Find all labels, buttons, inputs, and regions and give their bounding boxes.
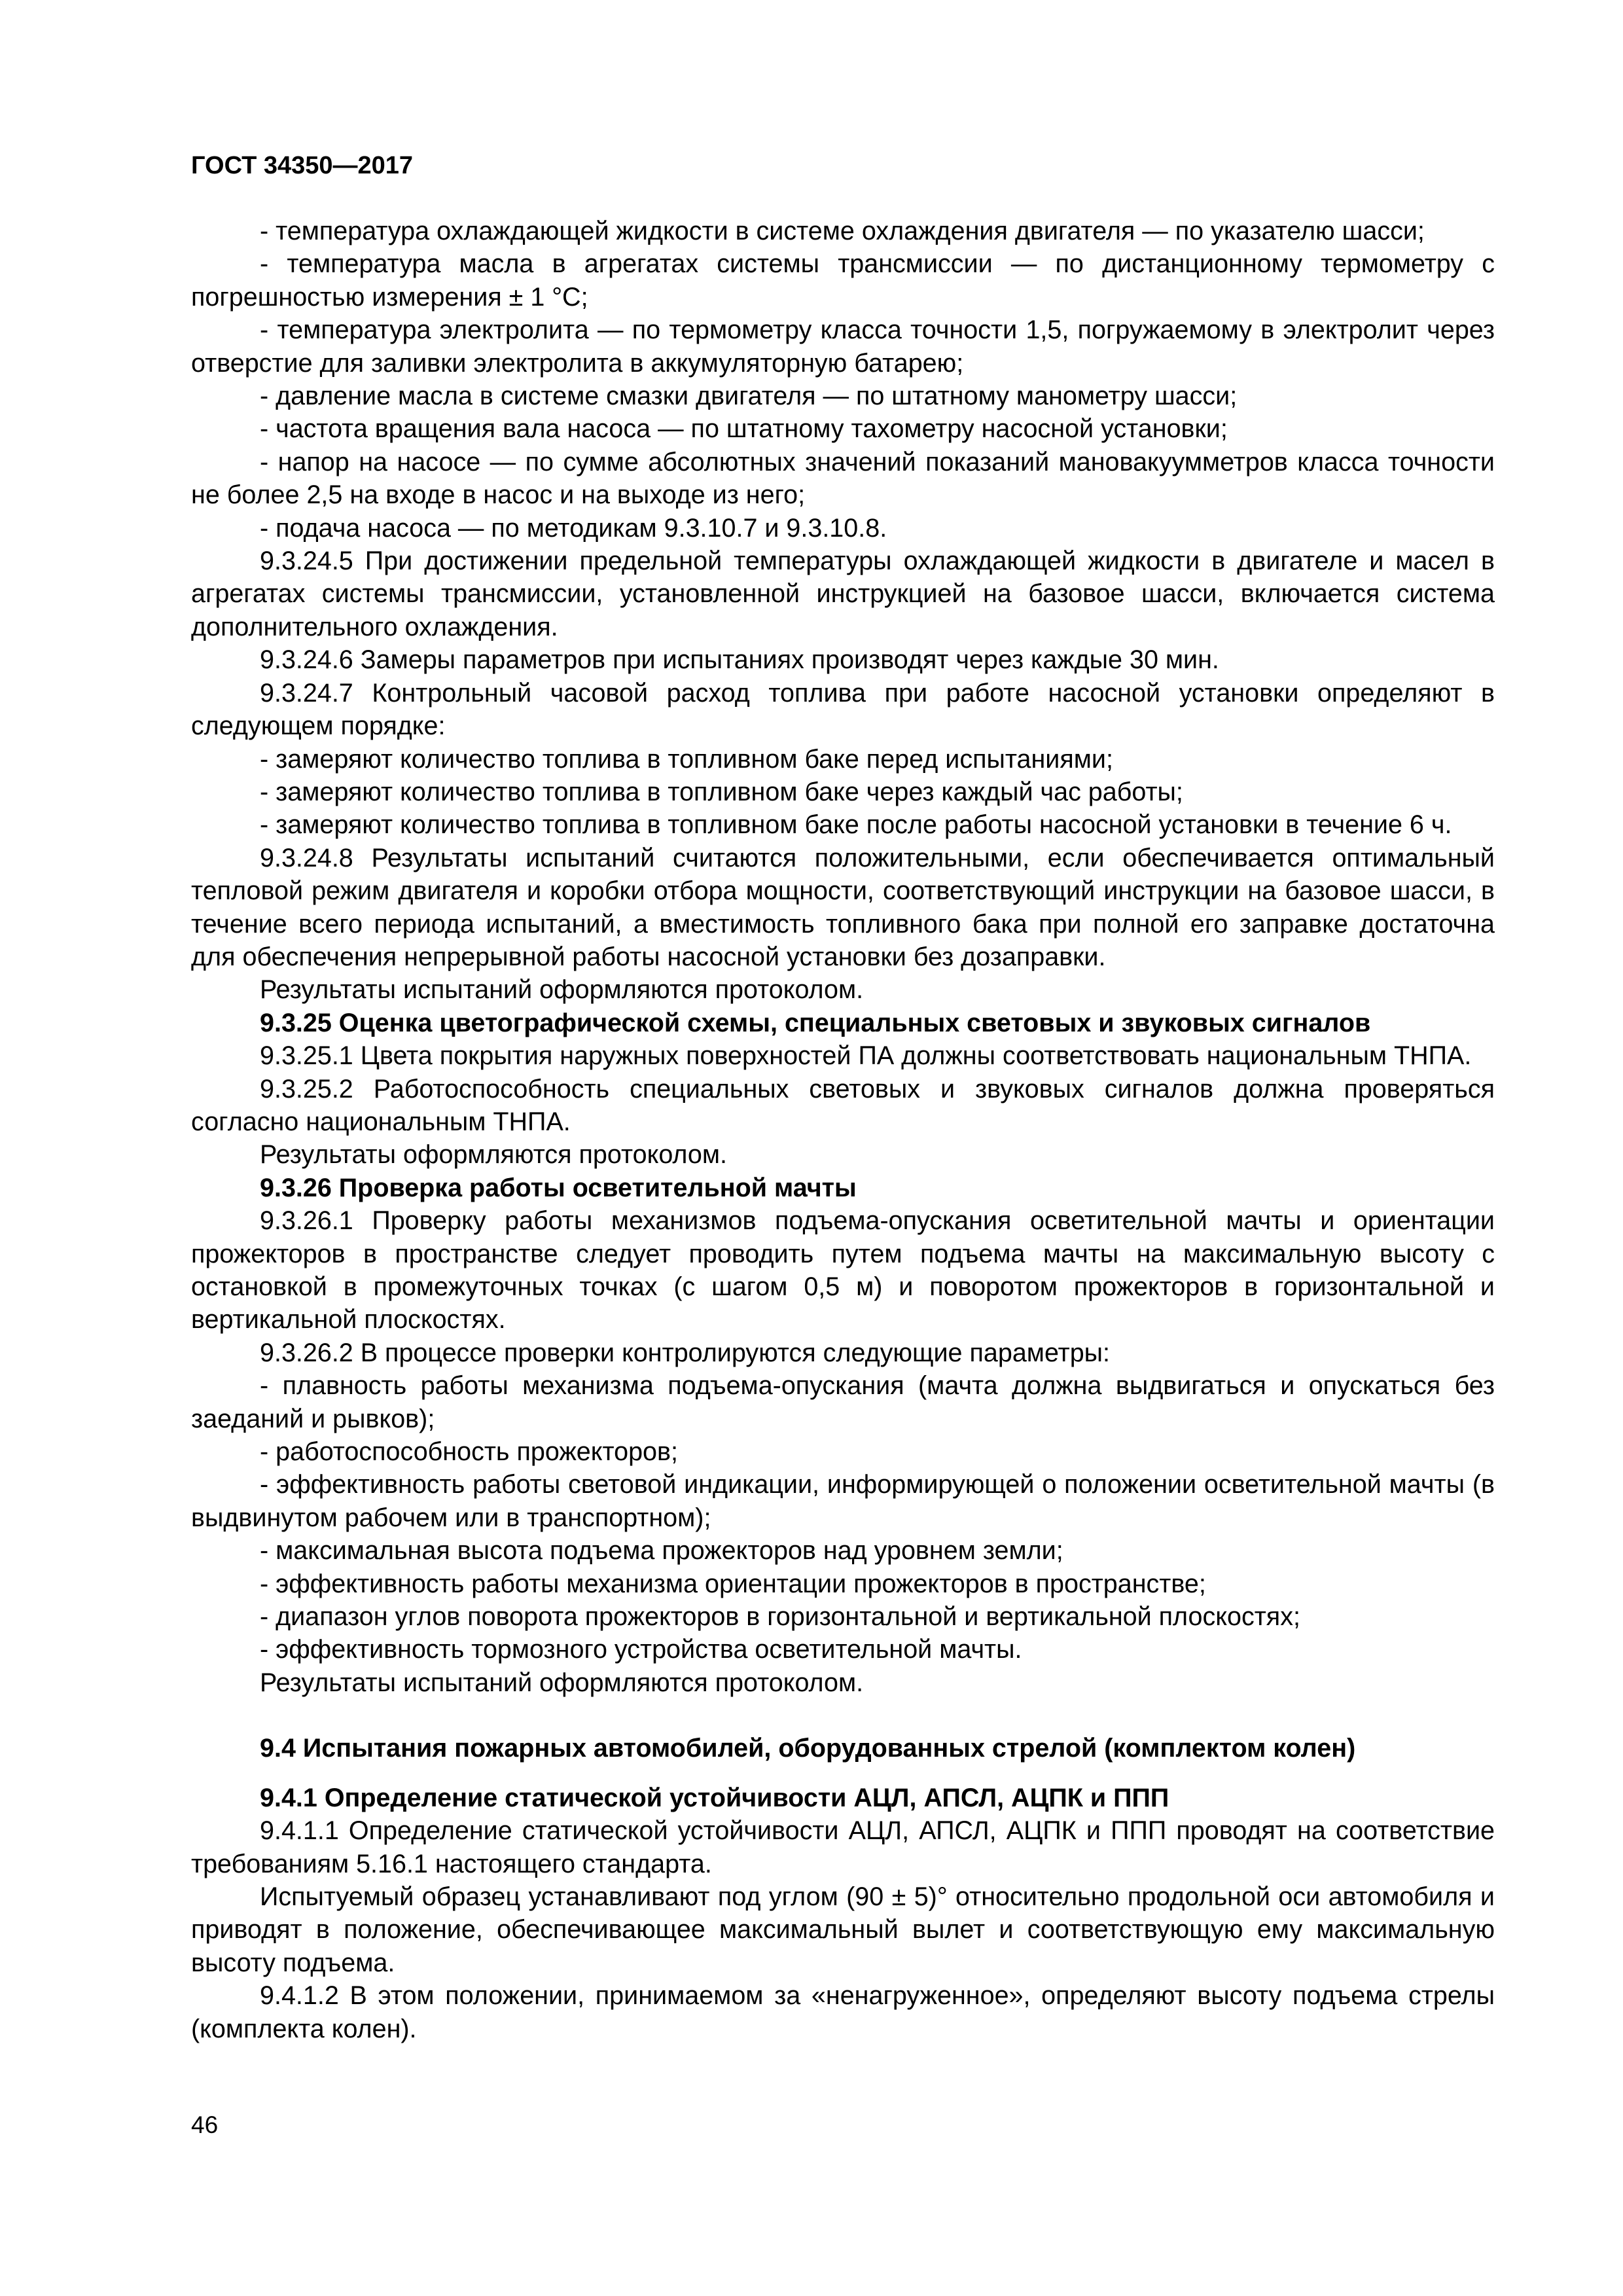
clause-paragraph: 9.3.24.6 Замеры параметров при испытаниях производят через каждые 30 мин. xyxy=(260,645,1219,675)
body-paragraph: Результаты испытаний оформляются протоколом. xyxy=(260,1668,864,1697)
list-item: - максимальная высота подъема прожекторов над уровнем земли; xyxy=(260,1536,1063,1566)
list-item: - подача насоса — по методикам 9.3.10.7 и 9.3.10.8. xyxy=(260,513,887,543)
list-item: - температура электролита — по термометру класса точности 1,5, погружаемому в электролит через отверстие для заливки электролита в аккумуляторную батарею; xyxy=(191,315,1495,378)
list-item: - диапазон углов поворота прожекторов в горизонтальной и вертикальной плоскостях; xyxy=(260,1602,1300,1632)
body-paragraph: Результаты испытаний оформляются протоколом. xyxy=(260,975,864,1005)
list-item: - работоспособность прожекторов; xyxy=(260,1437,678,1467)
clause-paragraph: 9.3.25.1 Цвета покрытия наружных поверхностей ПА должны соответствовать национальным ТНПА. xyxy=(260,1041,1472,1071)
body-paragraph: Результаты оформляются протоколом. xyxy=(260,1140,728,1170)
clause-paragraph: 9.4.1.2 В этом положении, принимаемом за «ненагруженное», определяют высоту подъема стрелы (комплекта колен). xyxy=(191,1981,1495,2043)
section-heading: 9.4 Испытания пожарных автомобилей, оборудованных стрелой (комплектом колен) xyxy=(260,1734,1356,1763)
clause-paragraph: 9.3.25.2 Работоспособность специальных световых и звуковых сигналов должна проверяться согласно национальным ТНПА. xyxy=(191,1074,1495,1136)
list-item: - температура масла в агрегатах системы трансмиссии — по дистанционному термометру с погрешностью измерения ± 1 °С; xyxy=(191,249,1495,312)
list-item: - частота вращения вала насоса — по штатному тахометру насосной установки; xyxy=(260,414,1228,444)
clause-paragraph: 9.3.26.1 Проверку работы механизмов подъема-опускания осветительной мачты и ориентации прожекторов в пространстве следует проводить путем подъема мачты на максимальную высоту с остановкой в промежуточных точках (с шагом 0,5 м) и поворотом прожекторов в горизонтальной и вертикальной плоскостях. xyxy=(191,1206,1495,1335)
page-number: 46 xyxy=(191,2111,219,2138)
list-item: - температура охлаждающей жидкости в системе охлаждения двигателя — по указателю шасси; xyxy=(260,217,1425,245)
list-item: - эффективность работы механизма ориентации прожекторов в пространстве; xyxy=(260,1569,1206,1598)
list-item: - давление масла в системе смазки двигателя — по штатному манометру шасси; xyxy=(260,382,1238,411)
clause-paragraph: 9.3.26.2 В процессе проверки контролируются следующие параметры: xyxy=(260,1338,1111,1367)
list-item: - замеряют количество топлива в топливном баке через каждый час работы; xyxy=(260,777,1183,806)
list-item: - замеряют количество топлива в топливном баке перед испытаниями; xyxy=(260,744,1113,774)
document-body xyxy=(191,215,1495,2045)
body-paragraph: Испытуемый образец устанавливают под углом (90 ± 5)° относительно продольной оси автомобиля и приводят в положение, обеспечивающее максимальный вылет и соответствующую ему максимальную высоту подъема. xyxy=(191,1882,1495,1977)
document-header: ГОСТ 34350—2017 xyxy=(191,152,414,179)
section-heading: 9.3.26 Проверка работы осветительной мачты xyxy=(260,1173,857,1202)
list-item: - эффективность тормозного устройства осветительной мачты. xyxy=(260,1635,1022,1664)
clause-paragraph: 9.4.1.1 Определение статической устойчивости АЦЛ, АПСЛ, АЦПК и ППП проводят на соответствие требованиям 5.16.1 настоящего стандарта. xyxy=(191,1816,1495,1878)
list-item: - напор на насосе — по сумме абсолютных значений показаний мановакуумметров класса точности не более 2,5 на входе в насос и на выходе из него; xyxy=(191,447,1495,510)
list-item: - замеряют количество топлива в топливном баке после работы насосной установки в течение 6 ч. xyxy=(260,810,1452,840)
clause-paragraph: 9.3.24.5 При достижении предельной температуры охлаждающей жидкости в двигателе и масел в агрегатах системы трансмиссии, установленной инструкцией на базовое шасси, включается система дополнительного охлаждения. xyxy=(191,547,1495,641)
section-heading: 9.4.1 Определение статической устойчивости АЦЛ, АПСЛ, АЦПК и ППП xyxy=(260,1783,1169,1812)
clause-paragraph: 9.3.24.8 Результаты испытаний считаются положительными, если обеспечивается оптимальный тепловой режим двигателя и коробки отбора мощности, соответствующий инструкции на базовое шасси, в течение всего периода испытаний, а вместимость топливного бака при полной его заправке достаточна для обеспечения непрерывной работы насосной установки без дозаправки. xyxy=(191,843,1495,971)
list-item: - плавность работы механизма подъема-опускания (мачта должна выдвигаться и опускаться без заеданий и рывков); xyxy=(191,1371,1495,1433)
section-heading: 9.3.25 Оценка цветографической схемы, специальных световых и звуковых сигналов xyxy=(260,1008,1371,1037)
clause-paragraph: 9.3.24.7 Контрольный часовой расход топлива при работе насосной установки определяют в следующем порядке: xyxy=(191,678,1495,741)
list-item: - эффективность работы световой индикации, информирующей о положении осветительной мачты (в выдвинутом рабочем или в транспортном); xyxy=(191,1470,1495,1532)
